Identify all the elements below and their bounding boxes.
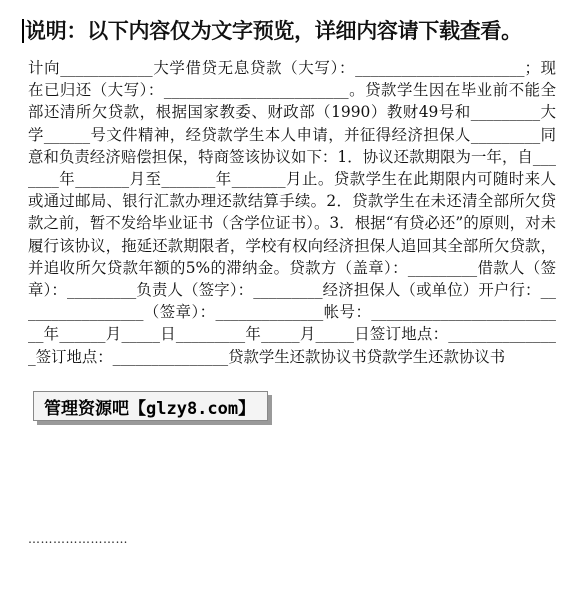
preview-notice: 说明：以下内容仅为文字预览，详细内容请下载查看。	[25, 19, 522, 43]
text-cursor	[22, 19, 24, 43]
watermark-banner: 管理资源吧【glzy8.com】	[33, 391, 268, 421]
document-body: 计向____________大学借贷无息贷款（大写）：______________________；现在已归还（大写）：________________________。贷款学生因在毕业前不能全部还清所欠贷款，根据国家教委、财政部（1990）教财49号和_________大学______号文件精神，经贷款学生本人申请，并征得经济担保人_________同意和负责经济赔偿担保，特商签该协议如下：1．协议还款期限为一年，自_______年_______月至_______年_______月止。贷款学生在此期限内可随时来人或通过邮局、银行汇款办理还款结算手续。2．贷款学生在未还清全部所欠贷款之前，暂不发给毕业证书（含学位证书）。3．根据“有贷必还”的原则，对未履行该协议，拖延还款期限者，学校有权向经济担保人追回其全部所欠贷款，并追收所欠贷款年额的5%的滞纳金。贷款方（盖章）：_________借款人（签章）：_________负责人（签字）：_________经济担保人（或单位）开户行：_________________（签章）：______________帐号：__________________________年______月_____日_________年_____月_____日签订地点：_______________签订地点：_______________贷款学生还款协议书贷款学生还款协议书	[28, 59, 556, 366]
continuation-dots: ……………………	[28, 532, 128, 546]
